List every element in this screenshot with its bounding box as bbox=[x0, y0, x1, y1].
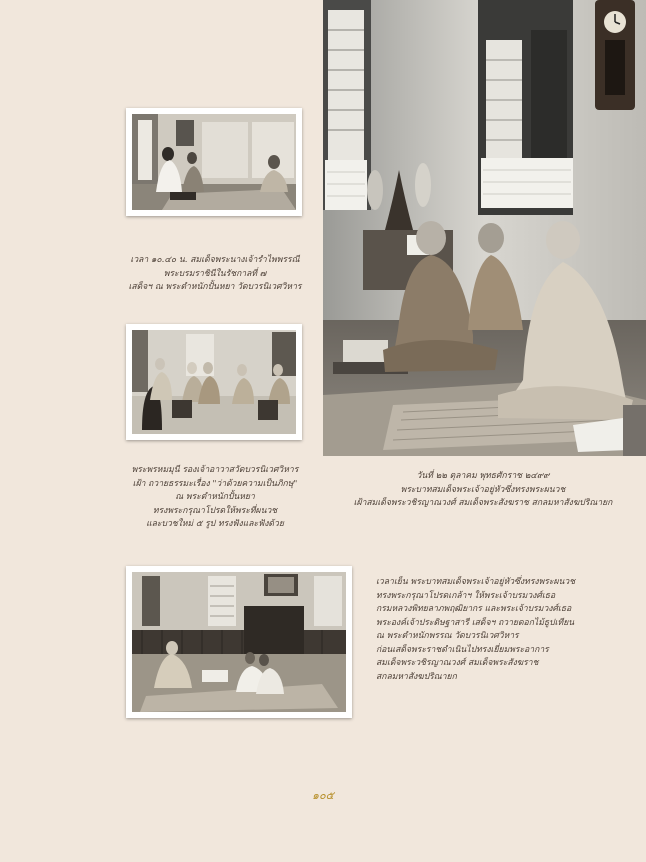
photo-3-caption: เวลาเย็น พระบาทสมเด็จพระเจ้าอยู่หัวซึ่งทรงพระผนวช ทรงพระกรุณาโปรดเกล้าฯ ให้พระเจ้าบรมวงศ์เธอ กรมหลวงพิทยลาภพฤฒิยากร และพระเจ้าบรมวงศ์เธอ พระองค์เจ้าประดิษฐาสารี เสด็จฯ ถวายดอกไม้ธูปเทียน ณ พระตำหนักพรรณ วัดบวรนิเวศวิหาร ก่อนเสด็จพระราชดำเนินไปทรงเยี่ยมพระอาการ สมเด็จพระวชิรญาณวงศ์ สมเด็จพระสังฆราช สกลมหาสังฆปริณายก bbox=[376, 577, 576, 682]
photo-1 bbox=[126, 108, 302, 216]
main-photo-caption: วันที่ ๒๒ ตุลาคม พุทธศักราช ๒๔๙๙ พระบาทสมเด็จพระเจ้าอยู่หัวซึ่งทรงพระผนวช เฝ้าสมเด็จพระวชิรญาณวงศ์ สมเด็จพระสังฆราช สกลมหาสังฆปริณายก bbox=[353, 471, 613, 508]
photo-2 bbox=[126, 324, 302, 440]
main-photo bbox=[323, 0, 646, 456]
photo-2-image bbox=[132, 330, 296, 434]
photo-3 bbox=[126, 566, 352, 718]
page-number: ๑๐๕ bbox=[311, 789, 335, 802]
photo-2-caption: พระพรหมมุนี รองเจ้าอาวาสวัดบวรนิเวศวิหาร เฝ้า ถวายธรรมะเรื่อง "ว่าด้วยความเป็นภิกษุ" ณ พระตำหนักปั้นหยา ทรงพระกรุณาโปรดให้พระที่ผนวช และบวชใหม่ ๕ รูป ทรงฟังและฟังด้วย bbox=[131, 465, 299, 529]
photo-3-image bbox=[132, 572, 346, 712]
photo-1-caption: เวลา ๑๐.๔๐ น. สมเด็จพระนางเจ้ารำไพพรรณี พระบรมราชินีในรัชกาลที่ ๗ เสด็จฯ ณ พระตำหนักปั้นหยา วัดบวรนิเวศวิหาร bbox=[128, 255, 302, 292]
main-photo-image bbox=[323, 0, 646, 456]
photo-1-image bbox=[132, 114, 296, 210]
